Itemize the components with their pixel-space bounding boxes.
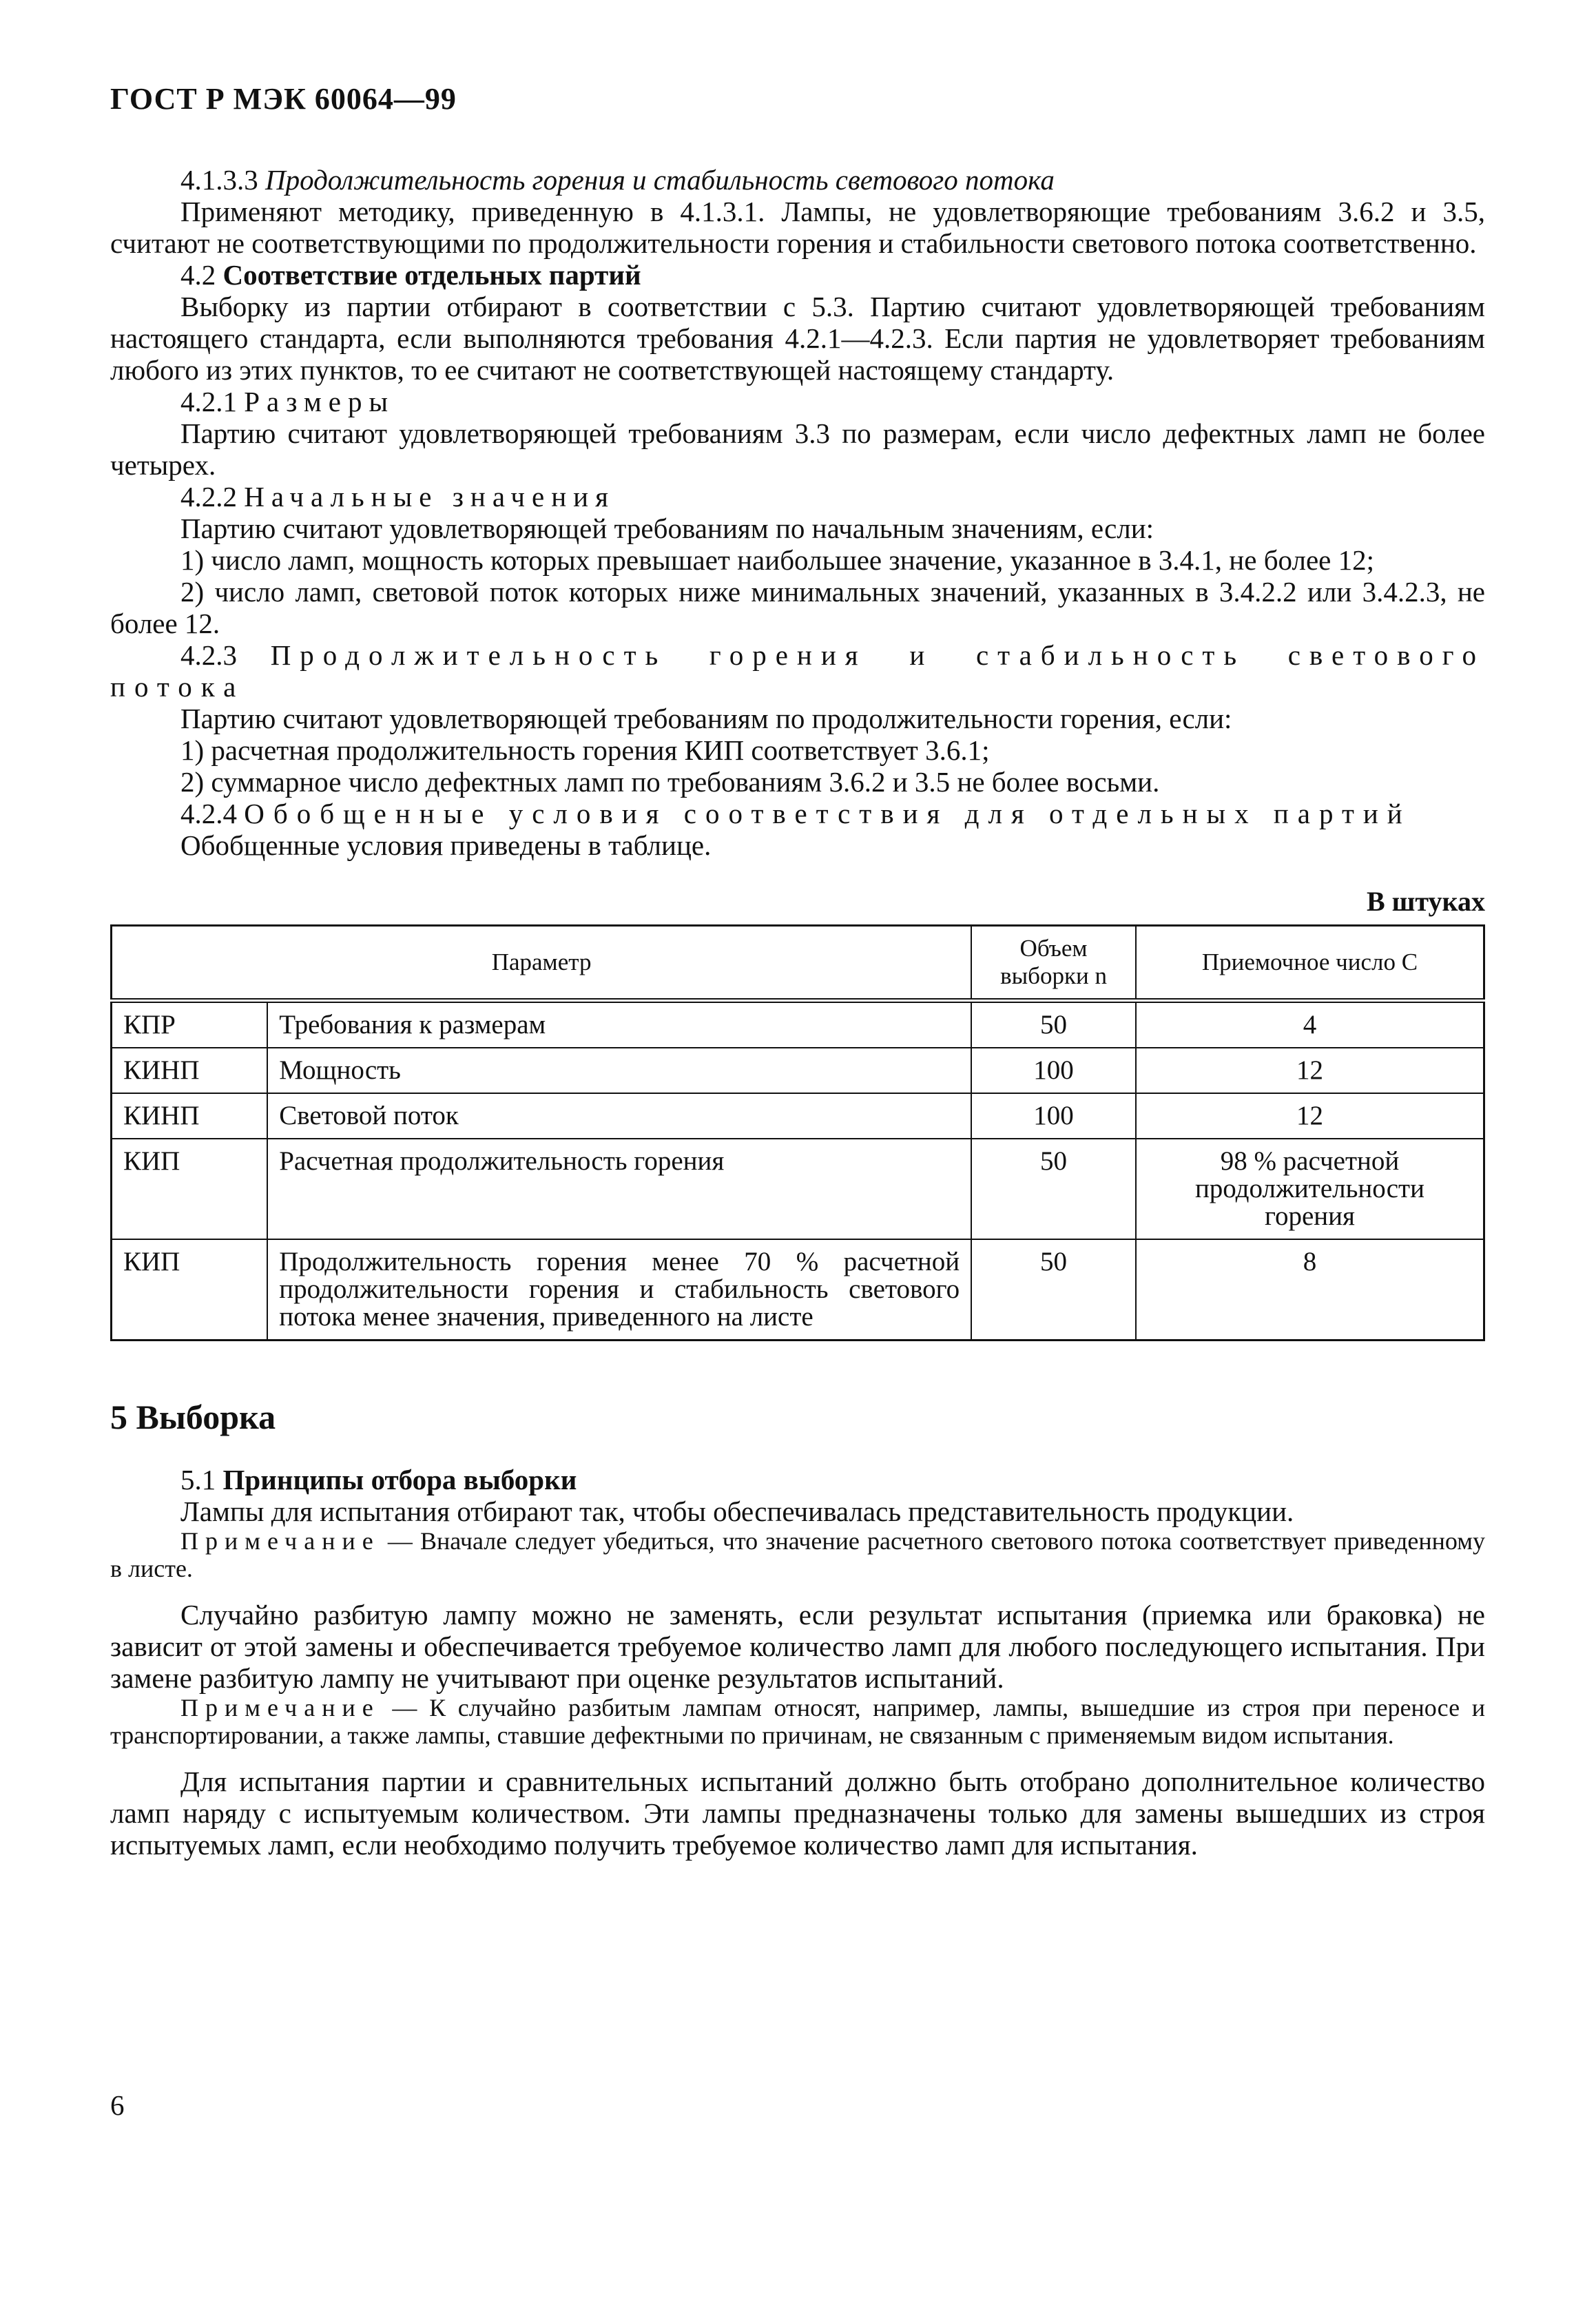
clause-number: 4.2	[180, 259, 216, 291]
cell-param: Расчетная продолжительность горения	[267, 1139, 971, 1239]
list-item: 2) суммарное число дефектных ламп по требованиям 3.6.2 и 3.5 не более восьми.	[180, 766, 1160, 798]
clause-4-2-1-text: Партию считают удовлетворяющей требованиям 3.3 по размерам, если число дефектных ламп не более четырех.	[110, 417, 1485, 481]
clause-title: Размеры	[244, 386, 395, 417]
note-1	[110, 1527, 1485, 1582]
clause-4-2-2-intro: Партию считают удовлетворяющей требованиям по начальным значениям, если:	[180, 513, 1154, 544]
clause-5-1-paragraph-3: Для испытания партии и сравнительных испытаний должно быть отобрано дополнительное количество ламп наряду с испытуемым количеством. Эти лампы предназначены только для замены вышедших из строя испытуемых ламп, если необходимо получить требуемое количество ламп для испытания.	[110, 1766, 1485, 1861]
clause-4-2-2-heading	[110, 481, 1485, 513]
cell-param: Световой поток	[267, 1093, 971, 1139]
cell-param: Мощность	[267, 1048, 971, 1093]
cell-c: 8	[1136, 1239, 1484, 1341]
clause-5-1-paragraph-2: Случайно разбитую лампу можно не заменять, если результат испытания (приемка или браковка) не зависит от этой замены и обеспечивается требуемое количество ламп для любого последующего испытания. При замене разбитую лампу не учитывают при оценке результатов испытаний.	[110, 1599, 1485, 1694]
list-item: 1) число ламп, мощность которых превышает наибольшее значение, указанное в 3.4.1, не более 12;	[180, 544, 1375, 576]
clause-title: Продолжительность горения и стабильность светового потока	[110, 639, 1485, 703]
page-content	[110, 164, 1485, 1861]
clause-4-2-3-heading	[110, 639, 1485, 703]
cell-n: 50	[971, 1001, 1136, 1048]
table-row	[112, 1001, 1484, 1048]
page-header: ГОСТ Р МЭК 60064—99	[110, 82, 457, 116]
table-row	[112, 1048, 1484, 1093]
clause-4-1-3-3-text: Применяют методику, приведенную в 4.1.3.1. Лампы, не удовлетворяющие требованиям 3.6.2 и 3.5, считают не соответствующими по продолжительности горения и стабильности светового потока соответственно.	[110, 196, 1485, 259]
clause-title: Принципы отбора выборки	[222, 1464, 577, 1496]
table-row	[112, 1139, 1484, 1239]
clause-title: Начальные значения	[244, 481, 615, 513]
clause-4-2-heading	[110, 259, 1485, 291]
list-item: 1) расчетная продолжительность горения КИП соответствует 3.6.1;	[180, 734, 990, 766]
cell-c: 12	[1136, 1048, 1484, 1093]
table-row	[112, 1093, 1484, 1139]
cell-code: КИП	[112, 1139, 268, 1239]
cell-c: 12	[1136, 1093, 1484, 1139]
cell-c: 4	[1136, 1001, 1484, 1048]
note-text: — К случайно разбитым лампам относят, например, лампы, вышедшие из строя при переносе и транспортировании, а также лампы, ставшие дефектными по причинам, не связанным с применяемым видом испытания.	[110, 1694, 1485, 1749]
cell-n: 100	[971, 1093, 1136, 1139]
cell-code: КИНП	[112, 1048, 268, 1093]
header-acceptance: Приемочное число C	[1136, 926, 1484, 1001]
clause-4-2-4-heading	[110, 798, 1485, 829]
cell-n: 100	[971, 1048, 1136, 1093]
clause-title: Обобщенные условия соответствия для отдельных партий	[244, 798, 1411, 829]
clause-title: Соответствие отдельных партий	[222, 259, 641, 291]
cell-n: 50	[971, 1139, 1136, 1239]
table-row	[112, 1239, 1484, 1341]
page-number: 6	[110, 2089, 125, 2121]
cell-code: КИП	[112, 1239, 268, 1341]
clause-5-1-text: Лампы для испытания отбирают так, чтобы обеспечивалась представительность продукции.	[180, 1496, 1294, 1527]
table-unit-label: В штуках	[1366, 886, 1485, 917]
clause-number: 4.2.3	[180, 639, 237, 671]
clause-number: 4.2.4	[180, 798, 237, 829]
note-label: Примечание	[180, 1527, 380, 1555]
clause-number: 4.2.1	[180, 386, 237, 417]
list-item: 2) число ламп, световой поток которых ниже минимальных значений, указанных в 3.4.2.2 или 3.4.2.3, не более 12.	[110, 576, 1485, 639]
section-5-title: 5 Выборка	[110, 1398, 276, 1436]
note-label: Примечание	[180, 1694, 380, 1721]
cell-param: Требования к размерам	[267, 1001, 971, 1048]
note-text: — Вначале следует убедиться, что значение расчетного светового потока соответствует приведенному в листе.	[110, 1527, 1485, 1582]
clause-4-2-1-heading	[110, 386, 1485, 417]
clause-4-2-text: Выборку из партии отбирают в соответствии с 5.3. Партию считают удовлетворяющей требованиям настоящего стандарта, если выполняются требования 4.2.1—4.2.3. Если партия не удовлетворяет требованиям любого из этих пунктов, то ее считают не соответствующей настоящему стандарту.	[110, 291, 1485, 386]
table-header-row	[112, 926, 1484, 1001]
clause-number: 4.1.3.3	[180, 164, 258, 196]
clause-5-1-heading	[110, 1464, 1485, 1496]
clause-4-2-4-text: Обобщенные условия приведены в таблице.	[180, 829, 712, 861]
header-parameter: Параметр	[112, 926, 972, 1001]
cell-param: Продолжительность горения менее 70 % расчетной продолжительности горения и стабильность светового потока менее значения, приведенного на листе	[267, 1239, 971, 1341]
cell-code: КИНП	[112, 1093, 268, 1139]
header-sample-size: Объем выборки n	[971, 926, 1136, 1001]
clause-4-1-3-3-heading	[110, 164, 1485, 196]
cell-n: 50	[971, 1239, 1136, 1341]
cell-c: 98 % расчетной продолжительности горения	[1136, 1139, 1484, 1239]
conditions-table	[110, 924, 1485, 1341]
clause-4-2-3-intro: Партию считают удовлетворяющей требованиям по продолжительности горения, если:	[180, 703, 1232, 734]
clause-title: Продолжительность горения и стабильность светового потока	[265, 164, 1055, 196]
cell-code: КПР	[112, 1001, 268, 1048]
note-2	[110, 1694, 1485, 1749]
clause-number: 4.2.2	[180, 481, 237, 513]
clause-number: 5.1	[180, 1464, 216, 1496]
